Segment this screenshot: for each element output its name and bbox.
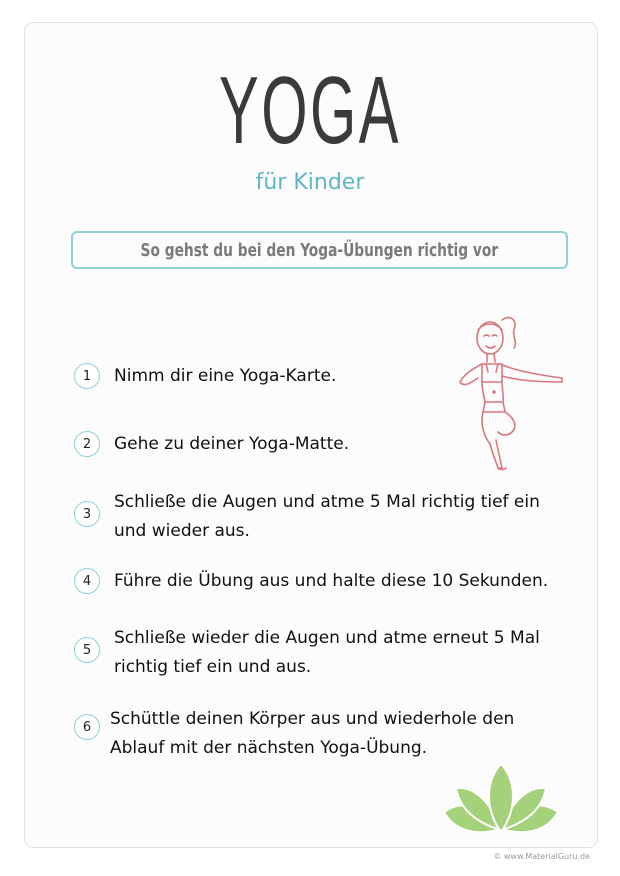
step-number-6: 6 [74, 714, 100, 740]
step-number-5: 5 [74, 637, 100, 663]
step-text-6: Schüttle deinen Körper aus und wiederhole den Ablauf mit der nächsten Yoga-Übung. [110, 709, 515, 758]
step-number-2: 2 [74, 431, 100, 457]
step-4 [74, 567, 548, 596]
step-5 [74, 624, 540, 682]
lotus-icon [440, 760, 562, 840]
yoga-girl-illustration [452, 312, 567, 472]
step-2 [74, 430, 349, 459]
banner-text: So gehst du bei den Yoga-Übungen richtig vor [140, 239, 499, 261]
step-1 [74, 362, 336, 391]
copyright-notice: © www.MaterialGuru.de [493, 852, 590, 861]
instructions-banner [71, 231, 568, 269]
step-number-3: 3 [74, 501, 100, 527]
page-subtitle: für Kinder [255, 170, 365, 195]
step-number-1: 1 [74, 363, 100, 389]
step-text-2: Gehe zu deiner Yoga-Matte. [114, 434, 350, 454]
step-6 [74, 705, 514, 763]
step-text-5: Schließe wieder die Augen und atme erneut 5 Mal richtig tief ein und aus. [114, 628, 540, 677]
step-text-1: Nimm dir eine Yoga-Karte. [114, 366, 337, 386]
step-3 [74, 488, 540, 546]
page-title: YOGA [219, 57, 401, 164]
step-text-4: Führe die Übung aus und halte diese 10 Sekunden. [114, 571, 549, 591]
step-number-4: 4 [74, 568, 100, 594]
step-text-3: Schließe die Augen und atme 5 Mal richtig tief ein und wieder aus. [114, 492, 540, 541]
